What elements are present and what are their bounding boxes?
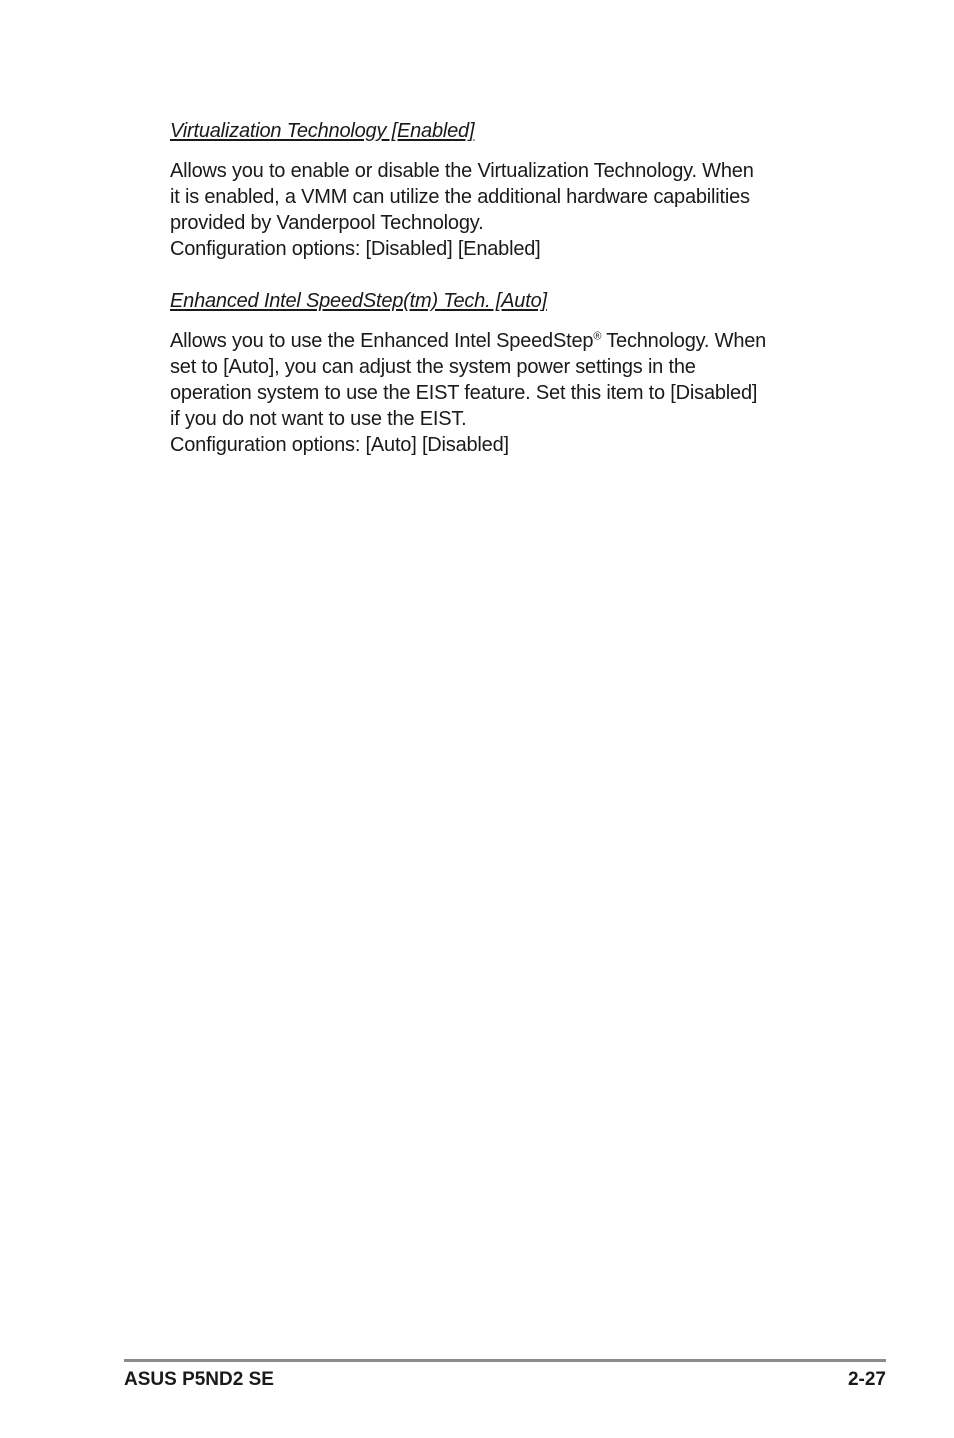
section-virtualization-technology <box>170 118 840 262</box>
product-name: ASUS P5ND2 SE <box>124 1369 274 1390</box>
item-description <box>170 328 840 458</box>
item-heading: Virtualization Technology [Enabled] <box>170 120 475 142</box>
description-text: Allows you to use the Enhanced Intel SpeedStep <box>170 330 594 352</box>
description-text: Technology. When <box>601 330 767 352</box>
configuration-options: Configuration options: [Disabled] [Enabled] <box>170 238 541 260</box>
description-line: set to [Auto], you can adjust the system power settings in the <box>170 356 696 378</box>
configuration-options: Configuration options: [Auto] [Disabled] <box>170 434 509 456</box>
item-heading: Enhanced Intel SpeedStep(tm) Tech. [Auto] <box>170 290 547 312</box>
page-number: 2-27 <box>847 1369 886 1390</box>
description-line: if you do not want to use the EIST. <box>170 408 467 430</box>
description-line: operation system to use the EIST feature. Set this item to [Disabled] <box>170 382 758 404</box>
page-footer <box>124 1368 886 1392</box>
footer-divider <box>124 1359 886 1362</box>
page-content <box>170 118 840 458</box>
description-line: it is enabled, a VMM can utilize the additional hardware capabilities <box>170 186 750 208</box>
registered-mark: ® <box>593 330 602 343</box>
description-line <box>170 328 840 354</box>
section-enhanced-intel-speedstep <box>170 288 840 458</box>
item-description <box>170 158 840 262</box>
description-line: Allows you to enable or disable the Virtualization Technology. When <box>170 160 754 182</box>
description-line: provided by Vanderpool Technology. <box>170 212 484 234</box>
